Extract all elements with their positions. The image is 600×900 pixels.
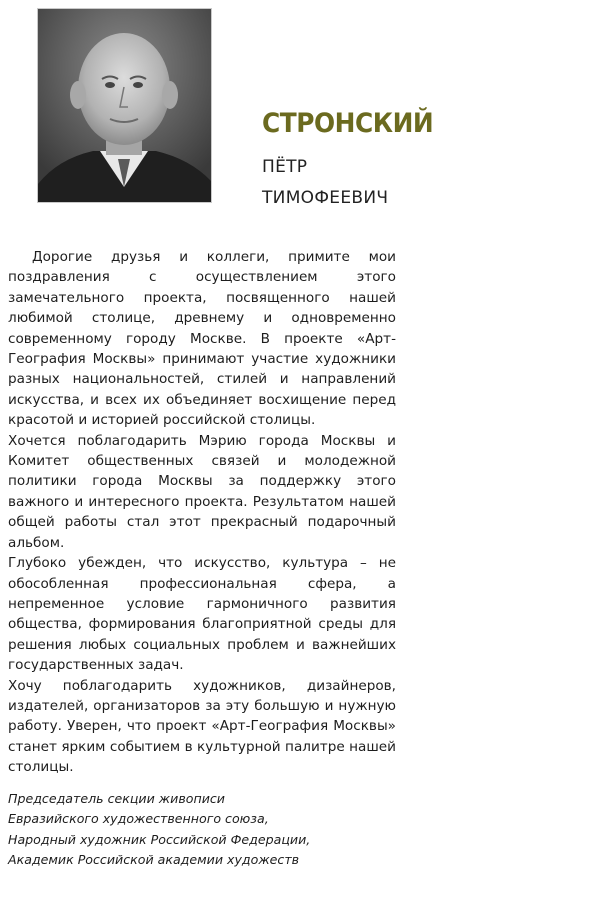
signature-line: Народный художник Российской Федерации, (8, 831, 311, 847)
letter-paragraph: Глубоко убежден, что искусство, культура – не обособленная профессиональная сфера, а непременное условие гармоничного развития общества, формирования благоприятной среды для решения любых социальных проблем и важнейших государственных задач. (8, 555, 396, 674)
signature-line: Председатель секции живописи (8, 791, 225, 806)
signature-line: Евразийского художественного союза, (8, 811, 269, 827)
letter-paragraph: Дорогие друзья и коллеги, примите мои поздравления с осуществлением этого замечательного проекта, посвященного нашей любимой столице, древнему и одновременно современному городу Москве. В проекте «Арт-География Москвы» принимают участие художники разных национальностей, стилей и направлений искусства, и всех их объединяет восхищение перед красотой и историей российской столицы. (8, 249, 396, 429)
letter-paragraph: Хочется поблагодарить Мэрию города Москвы и Комитет общественных связей и молодежной политики города Москвы за поддержку этого важного и интересного проекта. Результатом нашей общей работы стал этот прекрасный подарочный альбом. (8, 432, 396, 551)
letter-body (8, 247, 396, 778)
first-name: ПЁТР (262, 157, 308, 177)
letter-paragraph: Хочу поблагодарить художников, дизайнеров, издателей, организаторов за эту большую и нужную работу. Уверен, что проект «Арт-География Москвы» станет ярким событием в культурной палитре нашей столицы. (8, 677, 396, 776)
portrait-illustration (38, 9, 211, 202)
surname-heading: СТРОНСКИЙ (262, 108, 434, 139)
signature-line: Академик Российской академии художеств (8, 852, 300, 868)
portrait-photo (37, 8, 212, 203)
patronymic: ТИМОФЕЕВИЧ (262, 188, 389, 208)
given-names (262, 152, 388, 214)
signature-block (8, 789, 408, 871)
